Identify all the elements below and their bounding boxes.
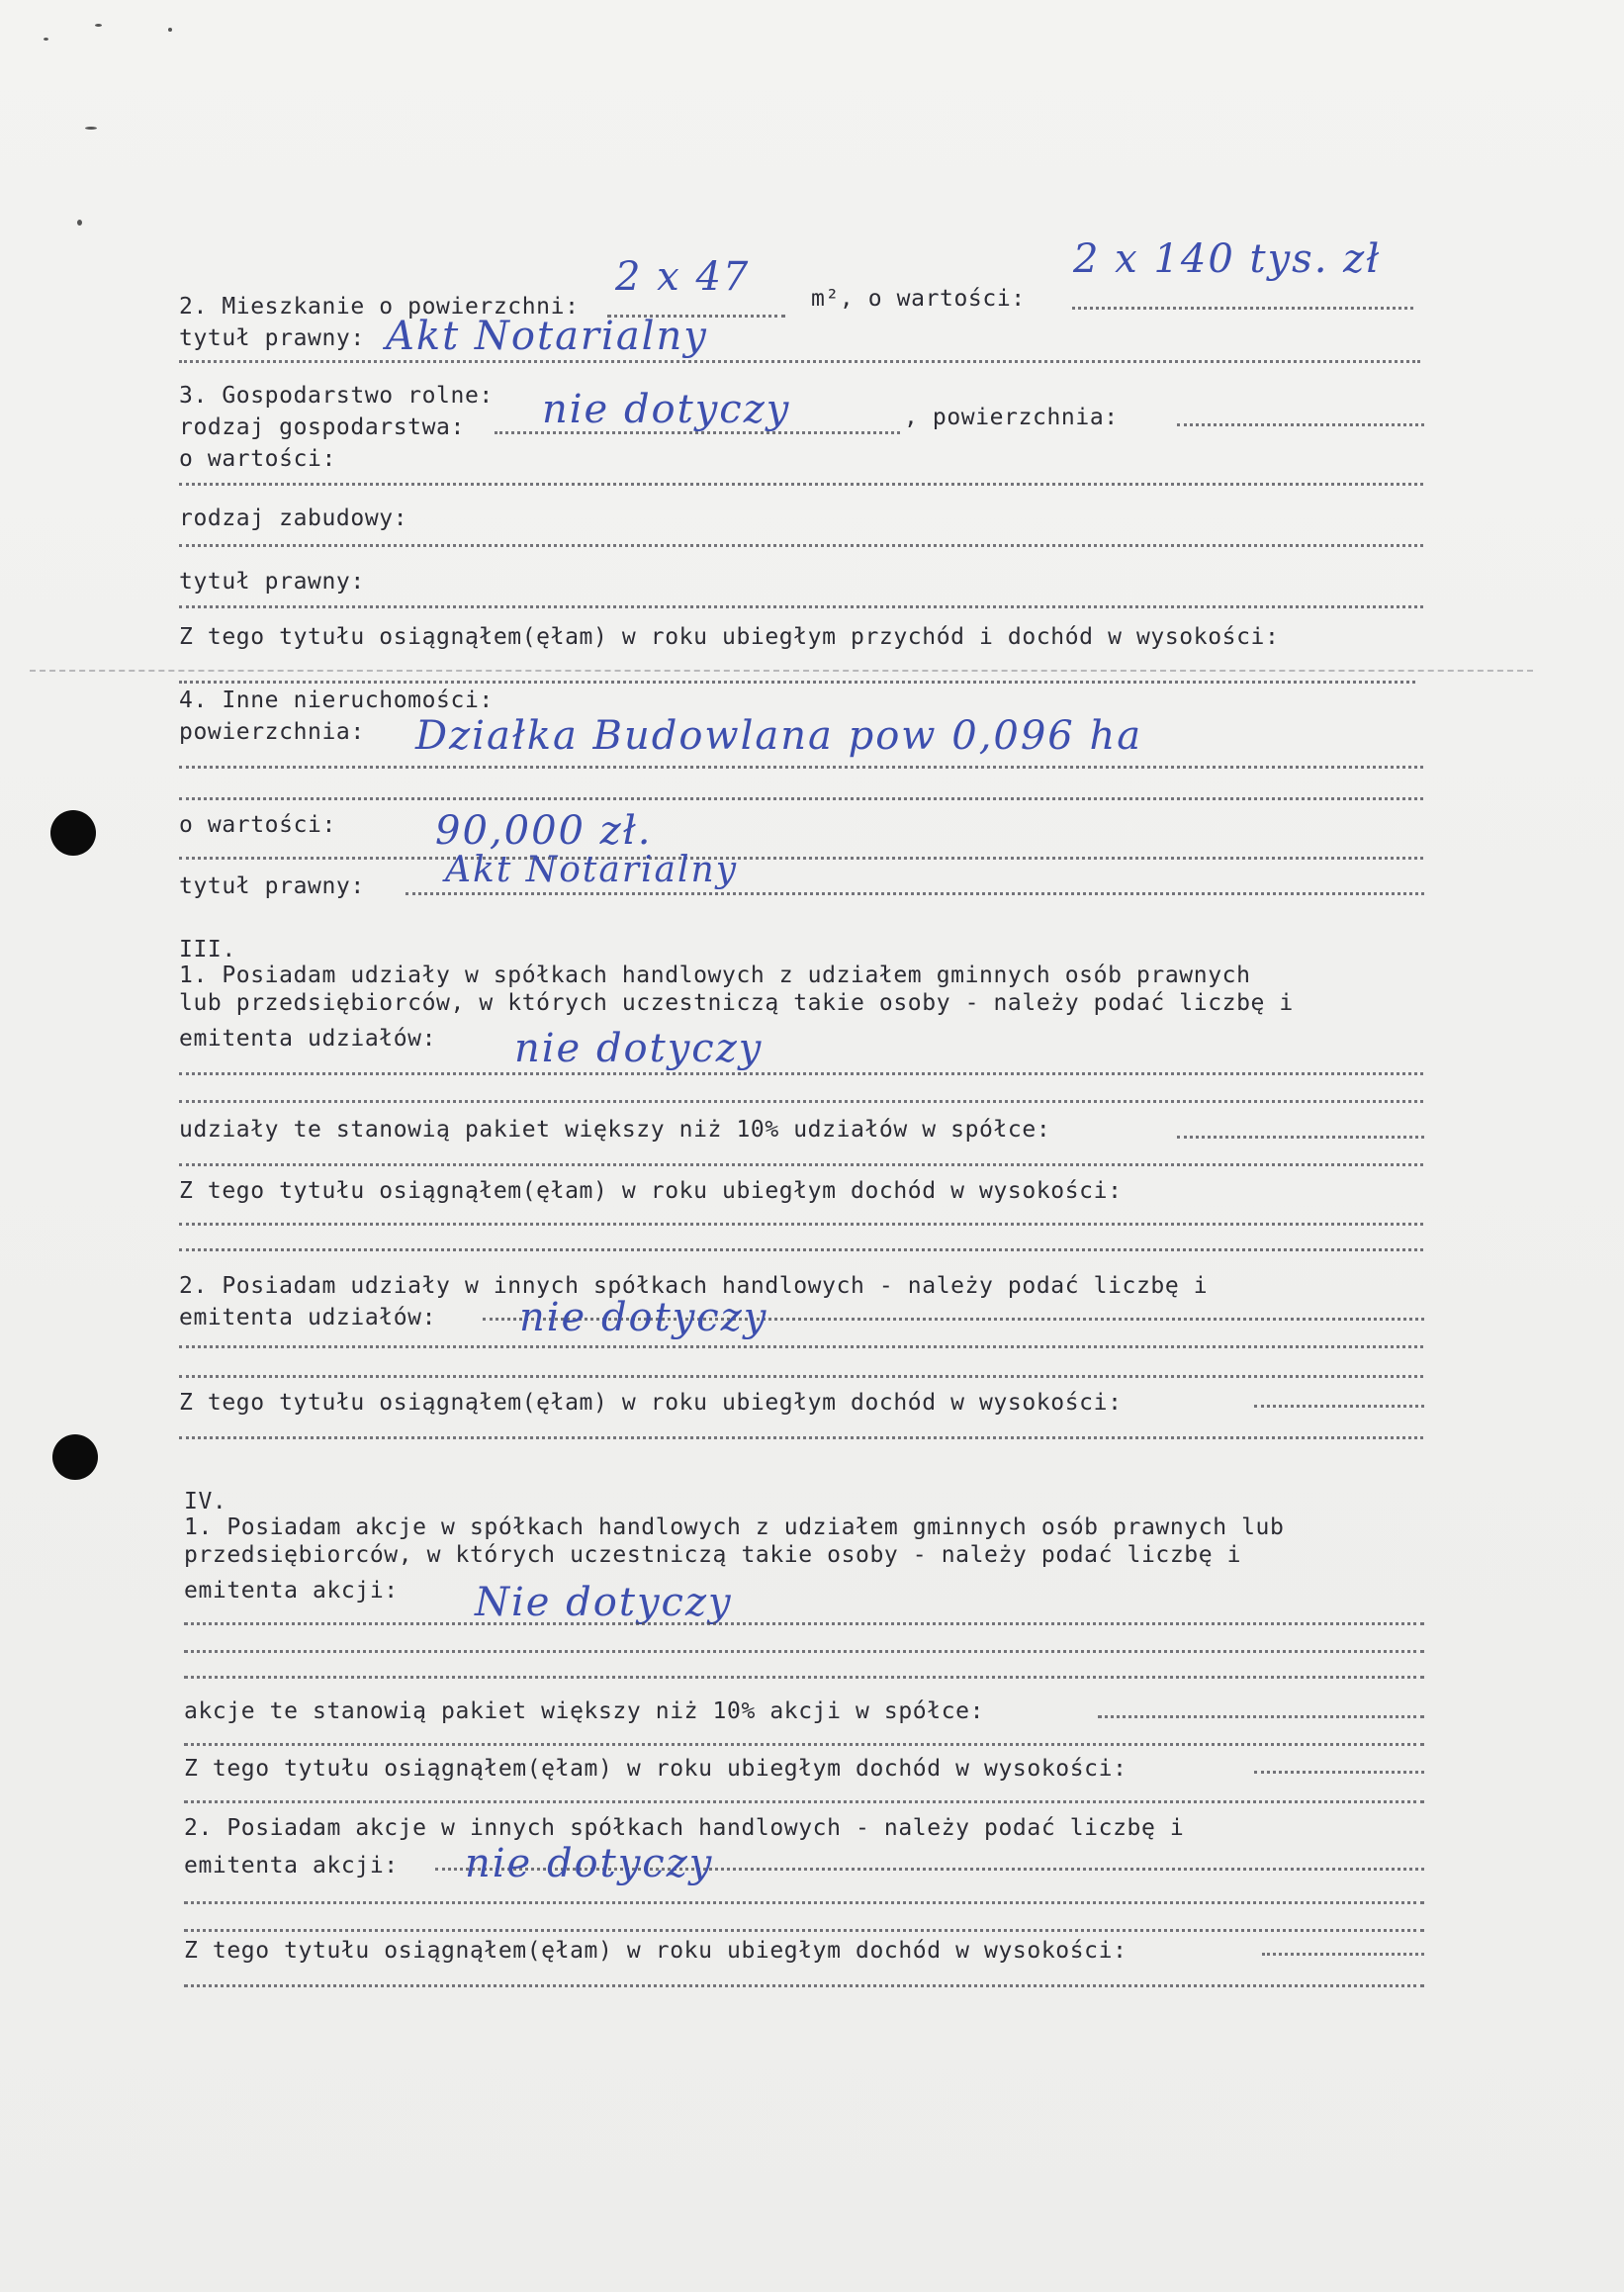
farm-area-label: , powierzchnia: <box>904 405 1119 430</box>
section-iii-q1-line3: emitenta udziałów: <box>179 1026 437 1052</box>
dotted-field <box>1262 1953 1424 1956</box>
dotted-field <box>179 1436 1423 1439</box>
handwritten-flat-value: 2 x 140 tys. zł <box>1073 236 1382 282</box>
dotted-field <box>1254 1771 1424 1774</box>
dotted-field <box>1177 1136 1424 1139</box>
flat-title-label: tytuł prawny: <box>179 325 365 351</box>
punch-hole <box>50 810 96 856</box>
other-value-label: o wartości: <box>179 812 336 838</box>
farm-heading: 3. Gospodarstwo rolne: <box>179 383 494 409</box>
handwritten-iv-q1: Nie dotyczy <box>475 1580 733 1625</box>
flat-unit-label: m², o wartości: <box>811 286 1026 312</box>
scan-speck <box>168 28 172 32</box>
dotted-field <box>1177 423 1424 426</box>
dotted-field <box>179 797 1423 800</box>
dotted-field <box>179 857 1423 860</box>
punch-hole <box>52 1434 98 1480</box>
section-iv-q2-line2: emitenta akcji: <box>184 1853 399 1879</box>
section-iii-heading: III. <box>179 937 236 963</box>
farm-buildings-label: rodzaj zabudowy: <box>179 505 408 531</box>
dotted-field <box>184 1676 1424 1679</box>
handwritten-flat-title: Akt Notarialny <box>386 314 708 359</box>
other-area-label: powierzchnia: <box>179 719 365 745</box>
dotted-field <box>179 1072 1423 1075</box>
dotted-field <box>179 766 1423 769</box>
dotted-field <box>184 1984 1424 1987</box>
section-iv-q2-line1: 2. Posiadam akcje w innych spółkach handlowych - należy podać liczbę i <box>184 1815 1185 1841</box>
farm-title-label: tytuł prawny: <box>179 569 365 595</box>
handwritten-flat-area: 2 x 47 <box>615 254 751 300</box>
section-iv-heading: IV. <box>184 1489 227 1514</box>
section-iii-q1-package: udziały te stanowią pakiet większy niż 10% udziałów w spółce: <box>179 1117 1051 1143</box>
handwritten-other-area: Działka Budowlana pow 0,096 ha <box>415 713 1143 759</box>
flat-area-label: 2. Mieszkanie o powierzchni: <box>179 294 580 320</box>
section-iii-q2-line2: emitenta udziałów: <box>179 1305 437 1330</box>
dotted-field <box>179 681 1415 684</box>
section-iv-q2-income: Z tego tytułu osiągnąłem(ęłam) w roku ubiegłym dochód w wysokości: <box>184 1938 1128 1964</box>
other-property-heading: 4. Inne nieruchomości: <box>179 688 494 713</box>
dotted-field <box>184 1929 1424 1932</box>
other-title-label: tytuł prawny: <box>179 873 365 899</box>
dotted-field <box>179 1375 1423 1378</box>
dotted-field <box>1098 1715 1424 1718</box>
section-iii-q2-income: Z tego tytułu osiągnąłem(ęłam) w roku ubiegłym dochód w wysokości: <box>179 1390 1123 1416</box>
scan-speck <box>85 127 97 130</box>
dotted-field <box>184 1800 1424 1803</box>
farm-income-label: Z tego tytułu osiągnąłem(ęłam) w roku ubiegłym przychód i dochód w wysokości: <box>179 624 1280 650</box>
handwritten-other-value: 90,000 zł. <box>435 808 653 854</box>
section-iii-q1-income: Z tego tytułu osiągnąłem(ęłam) w roku ubiegłym dochód w wysokości: <box>179 1178 1123 1204</box>
dotted-field <box>179 544 1423 547</box>
handwritten-farm-type: nie dotyczy <box>542 387 791 432</box>
section-iii-q2-line1: 2. Posiadam udziały w innych spółkach handlowych - należy podać liczbę i <box>179 1273 1209 1299</box>
section-iii-q1-line2: lub przedsiębiorców, w których uczestniczą takie osoby - należy podać liczbę i <box>179 990 1294 1016</box>
dotted-field <box>184 1650 1424 1653</box>
section-iv-q1-line3: emitenta akcji: <box>184 1578 399 1604</box>
dotted-field <box>1254 1405 1424 1408</box>
dotted-field <box>179 1223 1423 1226</box>
section-iv-q1-package: akcje te stanowią pakiet większy niż 10% akcji w spółce: <box>184 1698 985 1724</box>
section-iv-q1-income: Z tego tytułu osiągnąłem(ęłam) w roku ubiegłym dochód w wysokości: <box>184 1756 1128 1782</box>
dotted-field <box>184 1901 1424 1904</box>
dotted-field <box>179 1100 1423 1103</box>
farm-type-label: rodzaj gospodarstwa: <box>179 414 465 440</box>
section-iv-q1-line2: przedsiębiorców, w których uczestniczą takie osoby - należy podać liczbę i <box>184 1542 1242 1568</box>
handwritten-iii-q2: nie dotyczy <box>519 1295 768 1340</box>
section-iii-q1-line1: 1. Posiadam udziały w spółkach handlowych z udziałem gminnych osób prawnych <box>179 963 1251 988</box>
scan-speck <box>95 24 102 27</box>
dotted-field <box>179 1345 1423 1348</box>
dotted-field <box>184 1622 1424 1625</box>
dotted-field <box>184 1743 1424 1746</box>
handwritten-iv-q2: nie dotyczy <box>465 1841 714 1886</box>
dotted-field <box>1072 307 1413 310</box>
section-iv-q1-line1: 1. Posiadam akcje w spółkach handlowych z udziałem gminnych osób prawnych lub <box>184 1514 1285 1540</box>
dotted-field <box>179 605 1423 608</box>
farm-value-label: o wartości: <box>179 446 336 472</box>
dotted-field <box>179 1163 1423 1166</box>
dotted-field <box>406 892 1424 895</box>
dotted-field <box>179 483 1423 486</box>
dotted-field <box>179 1248 1423 1251</box>
scan-speck <box>77 220 82 226</box>
scan-speck <box>44 38 48 41</box>
scan-fold-line <box>30 670 1533 672</box>
handwritten-other-title: Akt Notarialny <box>445 850 739 890</box>
handwritten-iii-q1: nie dotyczy <box>514 1026 764 1071</box>
dotted-field <box>179 360 1420 363</box>
